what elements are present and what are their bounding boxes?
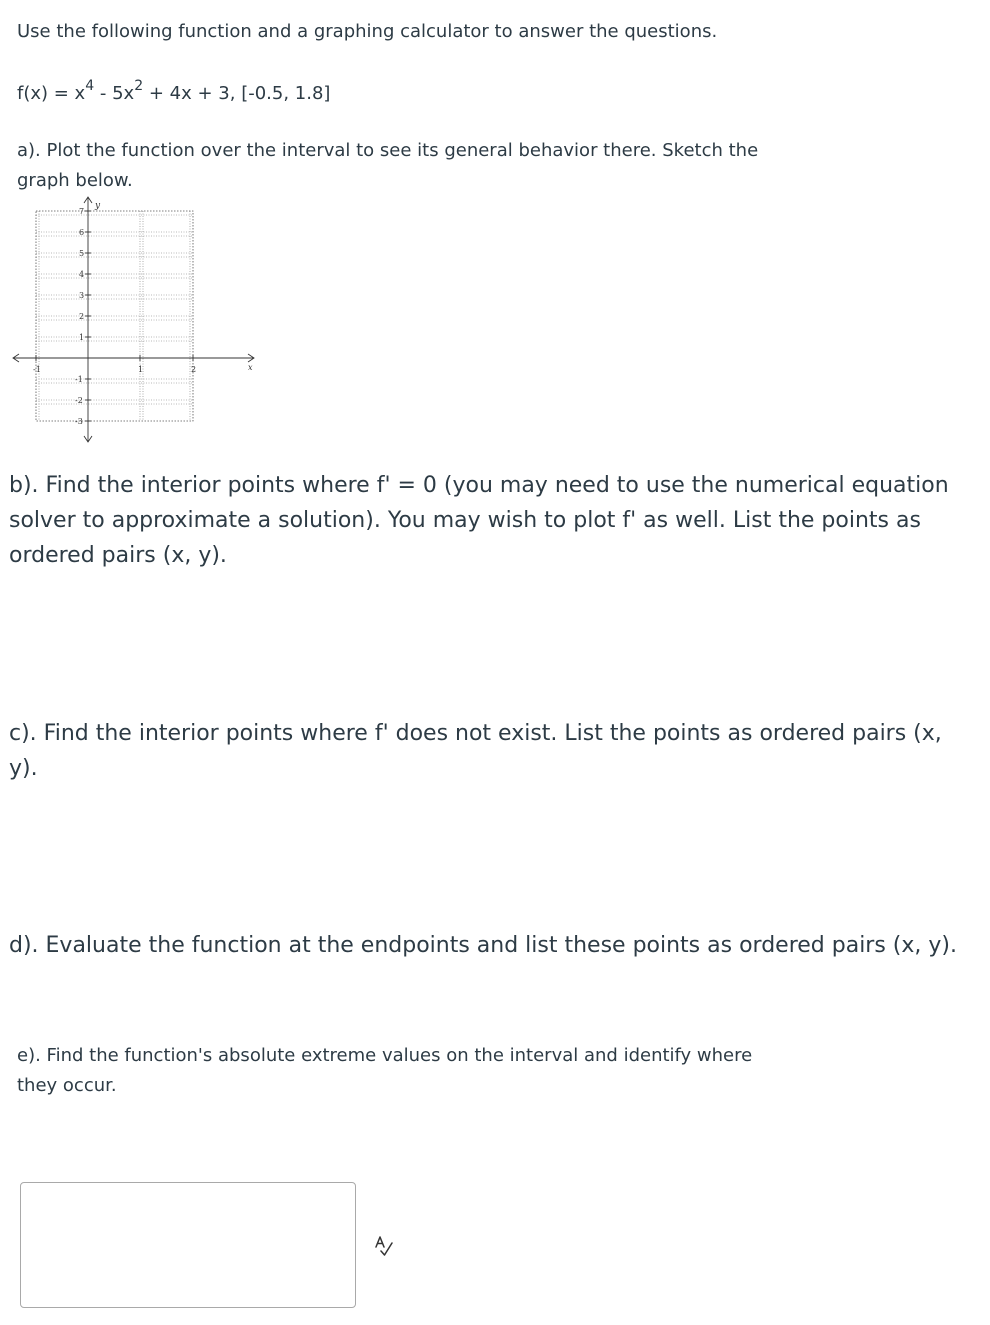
y-tick-label: 1 (79, 333, 85, 342)
x-axis (13, 354, 254, 362)
part-b-line3: ordered pairs (x, y). (9, 543, 227, 568)
answer-textarea[interactable] (20, 1182, 356, 1308)
x-tick-label: 1 (138, 365, 144, 374)
y-tick-label: -2 (75, 396, 83, 405)
y-tick-label: 5 (79, 249, 85, 258)
grid-horizontal-lines (36, 215, 193, 404)
y-tick-label: 7 (79, 207, 85, 216)
part-a-line1: a). Plot the function over the interval to see its general behavior there. Sketch the (17, 140, 759, 161)
part-e-line1: e). Find the function's absolute extreme values on the interval and identify where (17, 1045, 753, 1066)
y-tick-label: 4 (79, 270, 85, 279)
function-definition: $f(x) = x^4 - 5x^2 + 4x + 3$, [-0.5, 1.8] (17, 77, 331, 104)
part-c-line2: y). (9, 756, 38, 781)
part-c-line1: c). Find the interior points where f' does not exist. List the points as ordered pairs (x, (9, 721, 942, 746)
exponent-4: 4 (85, 77, 95, 94)
part-a-line2: graph below. (17, 170, 133, 191)
part-d-line1: d). Evaluate the function at the endpoints and list these points as ordered pairs (x, y). (9, 933, 957, 958)
intro-text: Use the following function and a graphing calculator to answer the questions. (17, 21, 718, 42)
part-e-line2: they occur. (17, 1075, 117, 1096)
y-tick-label: 3 (79, 291, 85, 300)
part-b-line1: b). Find the interior points where f' = 0 (you may need to use the numerical equation (9, 473, 949, 498)
part-b-line2: solver to approximate a solution). You may wish to plot f' as well. List the points as (9, 508, 921, 533)
y-tick-label: 6 (79, 228, 85, 237)
x-tick-label: 2 (191, 365, 197, 374)
spellcheck-icon[interactable] (373, 1235, 395, 1257)
y-tick-label: 2 (79, 312, 85, 321)
exponent-2: 2 (134, 77, 144, 94)
y-tick-label: -3 (75, 417, 83, 426)
blank-graph-grid (8, 192, 268, 454)
x-axis-label: x (248, 363, 253, 372)
y-axis-label: y (95, 201, 101, 211)
y-axis (84, 197, 92, 442)
y-tick-label: -1 (75, 375, 83, 384)
x-tick-label: -1 (33, 365, 41, 374)
